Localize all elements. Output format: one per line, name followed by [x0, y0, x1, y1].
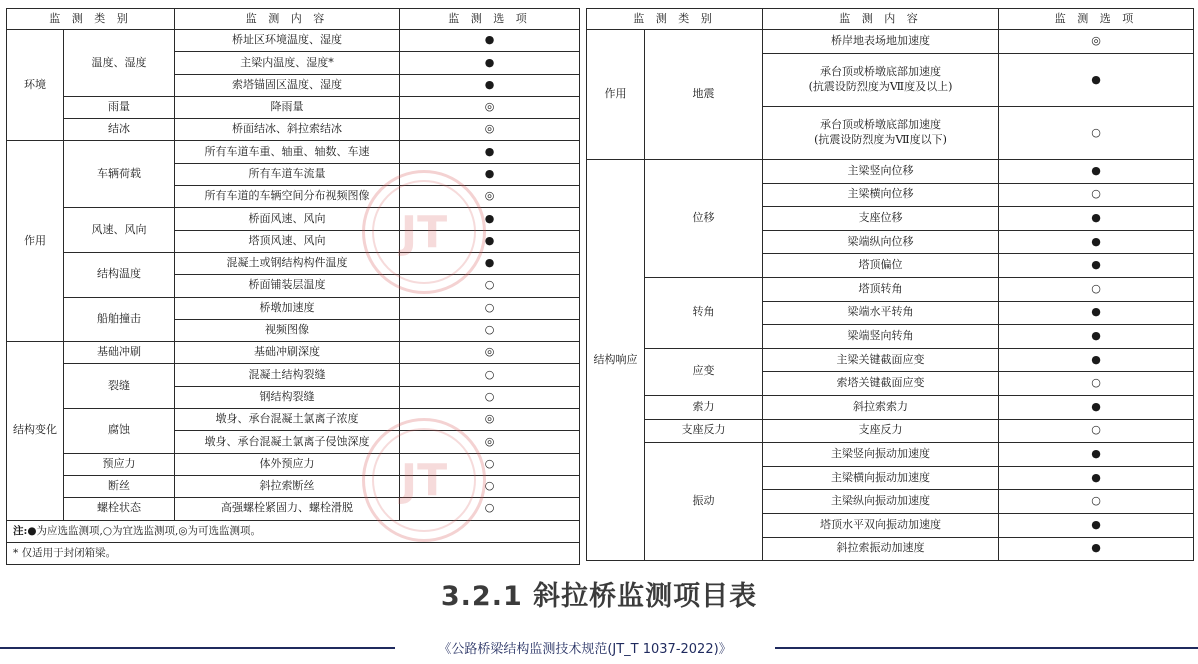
option-mark: ◎	[484, 412, 495, 426]
option-mark: ○	[1091, 281, 1101, 295]
subcategory-cell: 腐蚀	[64, 409, 175, 454]
content-line: 承台顶或桥墩底部加速度	[820, 65, 941, 79]
subcategory-cell: 地震	[645, 30, 763, 160]
option-cell	[999, 230, 1194, 254]
option-cell	[400, 409, 580, 431]
category-environment: 环境	[7, 30, 64, 141]
option-mark: ○	[1091, 494, 1101, 508]
subcategory-cell: 雨量	[64, 96, 175, 118]
content-cell: 主梁横向振动加速度	[763, 466, 999, 490]
content-cell: 斜拉索断丝	[175, 475, 400, 497]
content-cell: 索塔锚固区温度、湿度	[175, 74, 400, 96]
option-mark: ○	[484, 456, 495, 470]
content-cell: 塔顶转角	[763, 277, 999, 301]
header-option: 监 测 选 项	[400, 9, 580, 30]
content-cell: 梁端竖向转角	[763, 325, 999, 349]
content-line: (抗震设防烈度为Ⅶ度及以上)	[808, 80, 953, 93]
left-monitoring-table	[6, 8, 580, 565]
option-mark: ●	[1091, 399, 1101, 413]
subcategory-cell: 车辆荷载	[64, 141, 175, 208]
content-cell: 主梁竖向振动加速度	[763, 443, 999, 467]
content-line: (抗震设防烈度为Ⅶ度以下)	[814, 133, 947, 146]
option-mark: ●	[484, 211, 495, 225]
option-cell	[999, 466, 1194, 490]
option-mark: ○	[1091, 376, 1101, 390]
header-option: 监 测 选 项	[999, 9, 1194, 30]
option-cell	[999, 107, 1194, 160]
option-mark: ●	[1091, 541, 1101, 555]
subcategory-cell: 结构温度	[64, 252, 175, 297]
option-mark: ◎	[484, 122, 495, 136]
option-cell	[400, 498, 580, 520]
option-mark: ●	[484, 55, 495, 69]
option-mark: ○	[484, 479, 495, 493]
option-cell	[400, 141, 580, 163]
category-structural-response: 结构响应	[587, 160, 645, 561]
content-cell: 混凝土结构裂缝	[175, 364, 400, 386]
subcategory-cell: 转角	[645, 277, 763, 348]
subcategory-cell: 裂缝	[64, 364, 175, 409]
option-cell	[400, 52, 580, 74]
option-mark: ●	[484, 33, 495, 47]
option-cell	[999, 537, 1194, 561]
right-monitoring-table	[586, 8, 1194, 561]
option-cell	[999, 301, 1194, 325]
content-cell	[763, 107, 999, 160]
footer-citation: 《公路桥梁结构监测技术规范(JT_T 1037-2022)》	[438, 642, 732, 657]
option-cell	[999, 325, 1194, 349]
subcategory-cell: 应变	[645, 348, 763, 395]
legend-note	[7, 520, 580, 542]
option-mark: ●	[1091, 258, 1101, 272]
option-mark: ◎	[484, 189, 495, 203]
option-cell	[400, 453, 580, 475]
content-cell: 主梁关键截面应变	[763, 348, 999, 372]
option-mark: ◎	[484, 100, 495, 114]
subcategory-cell: 螺栓状态	[64, 498, 175, 520]
subcategory-cell: 基础冲刷	[64, 342, 175, 364]
option-mark: ●	[484, 167, 495, 180]
content-cell: 体外预应力	[175, 453, 400, 475]
option-cell	[999, 183, 1194, 207]
subcategory-cell: 位移	[645, 160, 763, 278]
content-cell: 混凝土或钢结构构件温度	[175, 252, 400, 274]
option-cell	[400, 163, 580, 185]
option-cell	[999, 443, 1194, 467]
option-cell	[999, 254, 1194, 278]
header-content: 监 测 内 容	[175, 9, 400, 30]
content-cell: 塔顶水平双向振动加速度	[763, 513, 999, 537]
footer-divider	[775, 647, 1198, 649]
subcategory-cell: 支座反力	[645, 419, 763, 443]
content-cell: 塔顶风速、风向	[175, 230, 400, 252]
option-cell	[400, 30, 580, 52]
content-cell: 桥面风速、风向	[175, 208, 400, 230]
option-cell	[400, 230, 580, 252]
option-mark: ●	[484, 233, 495, 247]
option-mark: ○	[484, 389, 495, 403]
option-mark: ○	[484, 323, 495, 337]
header-category: 监 测 类 别	[587, 9, 763, 30]
content-cell: 所有车道车流量	[175, 163, 400, 185]
option-cell	[400, 342, 580, 364]
option-mark: ●	[1091, 72, 1101, 86]
content-cell: 降雨量	[175, 96, 400, 118]
subcategory-cell: 风速、风向	[64, 208, 175, 253]
option-cell	[400, 74, 580, 96]
option-cell	[999, 207, 1194, 231]
option-mark: ○	[484, 278, 495, 292]
content-cell: 支座位移	[763, 207, 999, 231]
header-category: 监 测 类 别	[7, 9, 175, 30]
content-cell	[763, 54, 999, 107]
content-cell: 所有车道的车辆空间分布视频图像	[175, 186, 400, 208]
content-cell: 主梁横向位移	[763, 183, 999, 207]
option-mark: ●	[1091, 163, 1101, 177]
option-mark: ●	[1091, 211, 1101, 225]
content-cell: 梁端水平转角	[763, 301, 999, 325]
option-cell	[999, 160, 1194, 184]
option-cell	[400, 275, 580, 297]
content-cell: 桥墩加速度	[175, 297, 400, 319]
category-action: 作用	[7, 141, 64, 342]
option-mark: ●	[1091, 447, 1101, 460]
footer-divider	[0, 647, 395, 649]
option-cell	[400, 431, 580, 453]
category-structural-change: 结构变化	[7, 342, 64, 520]
option-cell	[400, 386, 580, 408]
option-mark: ●	[1091, 234, 1101, 248]
subcategory-cell: 断丝	[64, 475, 175, 497]
option-cell	[400, 96, 580, 118]
content-cell: 支座反力	[763, 419, 999, 443]
header-content: 监 测 内 容	[763, 9, 999, 30]
option-mark: ○	[484, 300, 495, 314]
option-mark: ○	[1091, 423, 1101, 437]
option-mark: ○	[484, 501, 495, 515]
option-mark: ○	[1091, 125, 1101, 139]
content-cell: 主梁竖向位移	[763, 160, 999, 184]
option-cell	[999, 395, 1194, 419]
content-cell: 视频图像	[175, 319, 400, 341]
option-cell	[400, 319, 580, 341]
subcategory-cell: 索力	[645, 395, 763, 419]
option-mark: ◎	[484, 434, 495, 448]
content-cell: 桥面铺装层温度	[175, 275, 400, 297]
category-action: 作用	[587, 30, 645, 160]
content-cell: 基础冲刷深度	[175, 342, 400, 364]
option-mark: ●	[1091, 329, 1101, 343]
content-cell: 桥面结冰、斜拉索结冰	[175, 119, 400, 141]
option-cell	[999, 348, 1194, 372]
option-mark: ○	[1091, 187, 1101, 201]
option-cell	[999, 513, 1194, 537]
content-cell: 墩身、承台混凝土氯离子侵蚀深度	[175, 431, 400, 453]
subcategory-cell: 结冰	[64, 119, 175, 141]
content-cell: 斜拉索索力	[763, 395, 999, 419]
content-cell: 梁端纵向位移	[763, 230, 999, 254]
subcategory-cell: 预应力	[64, 453, 175, 475]
content-cell: 桥址区环境温度、湿度	[175, 30, 400, 52]
option-mark: ◎	[484, 345, 495, 359]
option-cell	[999, 277, 1194, 301]
content-cell: 高强螺栓紧固力、螺栓滑脱	[175, 498, 400, 520]
option-mark: ●	[1091, 305, 1101, 319]
option-mark: ●	[1091, 517, 1101, 531]
content-cell: 钢结构裂缝	[175, 386, 400, 408]
option-mark: ●	[484, 77, 495, 91]
content-cell: 斜拉索振动加速度	[763, 537, 999, 561]
option-cell	[400, 208, 580, 230]
content-cell: 所有车道车重、轴重、轴数、车速	[175, 141, 400, 163]
watermark-text: JT	[400, 454, 448, 506]
content-cell: 主梁内温度、湿度*	[175, 52, 400, 74]
content-cell: 桥岸地表场地加速度	[763, 30, 999, 54]
option-cell	[400, 475, 580, 497]
content-cell: 索塔关键截面应变	[763, 372, 999, 396]
option-mark: ●	[484, 256, 495, 270]
option-cell	[999, 372, 1194, 396]
option-mark: ●	[1091, 470, 1101, 484]
option-mark: ◎	[1091, 34, 1101, 48]
option-cell	[400, 252, 580, 274]
option-cell	[999, 30, 1194, 54]
option-cell	[400, 364, 580, 386]
footnote: * 仅适用于封闭箱梁。	[7, 542, 580, 564]
subcategory-cell: 振动	[645, 443, 763, 561]
note-label: 注:	[13, 524, 28, 537]
option-cell	[400, 186, 580, 208]
option-cell	[999, 54, 1194, 107]
option-cell	[400, 297, 580, 319]
content-cell: 墩身、承台混凝土氯离子浓度	[175, 409, 400, 431]
content-cell: 主梁纵向振动加速度	[763, 490, 999, 514]
content-line: 承台顶或桥墩底部加速度	[820, 118, 941, 132]
watermark-text: JT	[400, 206, 448, 258]
option-cell	[400, 119, 580, 141]
subcategory-cell: 船舶撞击	[64, 297, 175, 342]
option-mark: ●	[1091, 352, 1101, 366]
option-cell	[999, 490, 1194, 514]
option-mark: ○	[484, 367, 495, 381]
note-text: ●为应选监测项,○为宜选监测项,◎为可选监测项。	[27, 524, 262, 537]
page-title: 3.2.1 斜拉桥监测项目表	[440, 581, 758, 612]
content-cell: 塔顶偏位	[763, 254, 999, 278]
option-mark: ●	[484, 144, 495, 158]
option-cell	[999, 419, 1194, 443]
subcategory-cell: 温度、湿度	[64, 30, 175, 97]
